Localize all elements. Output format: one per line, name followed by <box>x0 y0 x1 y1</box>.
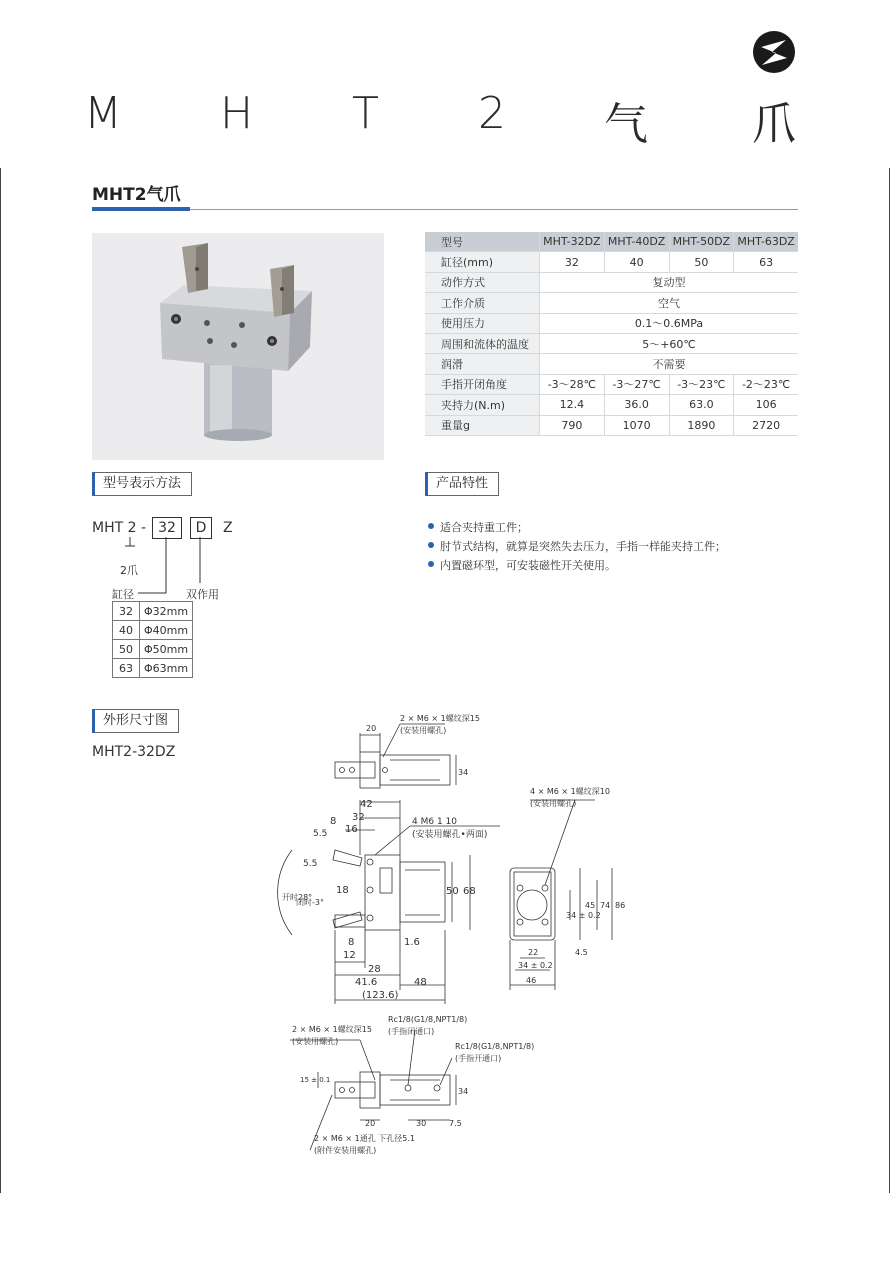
spec-header-cell: MHT-32DZ <box>540 232 605 252</box>
dim-note: (安装用螺孔) <box>530 799 577 808</box>
spec-cell: 790 <box>540 415 605 435</box>
dim-note: (安装用螺孔•两面) <box>412 830 488 840</box>
dim-label: 开时28° <box>282 893 313 902</box>
dim-label: 34 <box>458 768 469 777</box>
dimensions-heading: 外形尺寸图 <box>92 709 179 733</box>
dim-label: 7.5 <box>449 1119 462 1128</box>
dim-label: 34 <box>458 1087 469 1096</box>
dim-note: 2 × M6 × 1螺纹深15 <box>400 714 480 723</box>
dim-label: 12 <box>343 950 356 961</box>
spec-cell: 1890 <box>669 415 734 435</box>
dim-label: 34 ± 0.2 <box>566 911 601 920</box>
dim-label: 16 <box>345 824 358 835</box>
dim-label: 50 <box>446 886 459 897</box>
title-char: M <box>84 88 122 139</box>
spec-header-label: 型号 <box>425 232 540 252</box>
title-char: 爪 <box>752 99 796 150</box>
spec-cell: 63 <box>734 252 798 272</box>
spec-row-label: 动作方式 <box>425 272 540 292</box>
dim-label: 41.6 <box>355 977 378 988</box>
spec-cell: -2～23℃ <box>734 374 798 394</box>
spec-cell: 106 <box>734 395 798 415</box>
title-char: H <box>220 88 254 139</box>
spec-row-label: 缸径(mm) <box>425 252 540 272</box>
dimensions-model: MHT2-32DZ <box>92 744 176 760</box>
dim-label: 1.6 <box>404 937 420 948</box>
label-bore: 缸径 <box>112 588 134 601</box>
model-code-prefix: MHT 2 - <box>92 520 147 536</box>
spec-row-label: 使用压力 <box>425 313 540 333</box>
dim-note: 4 M6 1 10 <box>412 817 457 827</box>
spec-cell: 2720 <box>734 415 798 435</box>
dim-note: Rc1/8(G1/8,NPT1/8) <box>455 1042 535 1051</box>
dim-note: (手指闭通口) <box>388 1027 435 1036</box>
model-code-action: D <box>190 517 212 539</box>
dim-note: 2 × M6 × 1螺纹深15 <box>292 1025 372 1034</box>
bore-size: Φ50mm <box>140 640 193 659</box>
title-char: T <box>352 88 379 139</box>
spec-cell: -3～23℃ <box>669 374 734 394</box>
feature-item: 内置磁环型，可安装磁性开关使用。 <box>428 557 726 576</box>
bore-code: 32 <box>113 602 140 621</box>
bore-size: Φ40mm <box>140 621 193 640</box>
dim-label: 8 <box>330 816 337 827</box>
section-title: MHT2气爪 <box>92 185 181 205</box>
spec-cell: 50 <box>669 252 734 272</box>
dim-note: Rc1/8(G1/8,NPT1/8) <box>388 1015 468 1024</box>
bore-code: 50 <box>113 640 140 659</box>
dim-label: 46 <box>526 976 537 985</box>
spec-row-label: 夹持力(N.m) <box>425 395 540 415</box>
title-char: 2 <box>478 88 506 139</box>
dim-label: 74 <box>600 901 611 910</box>
dim-note: (安装用螺孔) <box>292 1037 339 1046</box>
bore-code: 40 <box>113 621 140 640</box>
dim-note: (安装用螺孔) <box>400 726 447 735</box>
dim-label: 20 <box>365 1119 376 1128</box>
feature-item: 适合夹持重工件； <box>428 519 726 538</box>
spec-cell: 36.0 <box>604 395 669 415</box>
title-char: 气 <box>604 99 648 150</box>
spec-cell: 0.1～0.6MPa <box>540 313 799 333</box>
feature-item: 肘节式结构，就算是突然失去压力，手指一样能夹持工件； <box>428 538 726 557</box>
spec-cell: 空气 <box>540 293 799 313</box>
dim-label: 5.5 <box>313 829 328 839</box>
spec-cell: 32 <box>540 252 605 272</box>
features-heading: 产品特性 <box>425 472 499 496</box>
dim-label: 30 <box>416 1119 427 1128</box>
dim-label: 68 <box>463 886 476 897</box>
spec-cell: -3～28℃ <box>540 374 605 394</box>
model-code-heading: 型号表示方法 <box>92 472 192 496</box>
dim-note: (手指开通口) <box>455 1054 502 1063</box>
model-code-bore: 32 <box>152 517 182 539</box>
spec-cell: 复动型 <box>540 272 799 292</box>
dim-label: 8 <box>348 937 355 948</box>
spec-cell: 不需要 <box>540 354 799 374</box>
spec-cell: 40 <box>604 252 669 272</box>
dim-label: 15 ± 0.1 <box>300 1076 331 1084</box>
label-double-acting: 双作用 <box>186 588 219 601</box>
spec-row-label: 周围和流体的温度 <box>425 333 540 353</box>
dim-label: 18 <box>336 885 349 896</box>
dim-label: 22 <box>528 948 539 957</box>
bore-size: Φ32mm <box>140 602 193 621</box>
spec-header-cell: MHT-63DZ <box>734 232 798 252</box>
spec-header-cell: MHT-40DZ <box>604 232 669 252</box>
bore-code: 63 <box>113 659 140 678</box>
model-code-suffix: Z <box>223 520 233 536</box>
dim-label: 42 <box>360 799 373 810</box>
spec-row-label: 工作介质 <box>425 293 540 313</box>
dim-note: 4 × M6 × 1螺纹深10 <box>530 787 610 796</box>
dim-label: 5.5 <box>303 859 318 869</box>
dim-label: 20 <box>366 724 377 733</box>
dim-label: 28 <box>368 964 381 975</box>
dim-label: (123.6) <box>362 990 399 1001</box>
spec-cell: 5～+60℃ <box>540 333 799 353</box>
spec-cell: 12.4 <box>540 395 605 415</box>
bore-size: Φ63mm <box>140 659 193 678</box>
dim-note: 2 × M6 × 1通孔 下孔径5.1 <box>314 1134 416 1143</box>
spec-row-label: 重量g <box>425 415 540 435</box>
dim-label: 4.5 <box>575 948 588 957</box>
spec-cell: -3～27℃ <box>604 374 669 394</box>
dim-label: 48 <box>414 977 427 988</box>
dim-label: 45 <box>585 901 596 910</box>
spec-row-label: 手指开闭角度 <box>425 374 540 394</box>
spec-row-label: 润滑 <box>425 354 540 374</box>
spec-cell: 1070 <box>604 415 669 435</box>
dim-label: 86 <box>615 901 626 910</box>
dim-note: (附件安装用螺孔) <box>314 1146 377 1155</box>
label-two-finger: 2爪 <box>120 564 138 577</box>
dim-label: 闭时-3° <box>296 898 324 907</box>
spec-cell: 63.0 <box>669 395 734 415</box>
spec-header-cell: MHT-50DZ <box>669 232 734 252</box>
dim-label: 34 ± 0.2 <box>518 961 553 970</box>
dim-label: 32 <box>352 812 365 823</box>
